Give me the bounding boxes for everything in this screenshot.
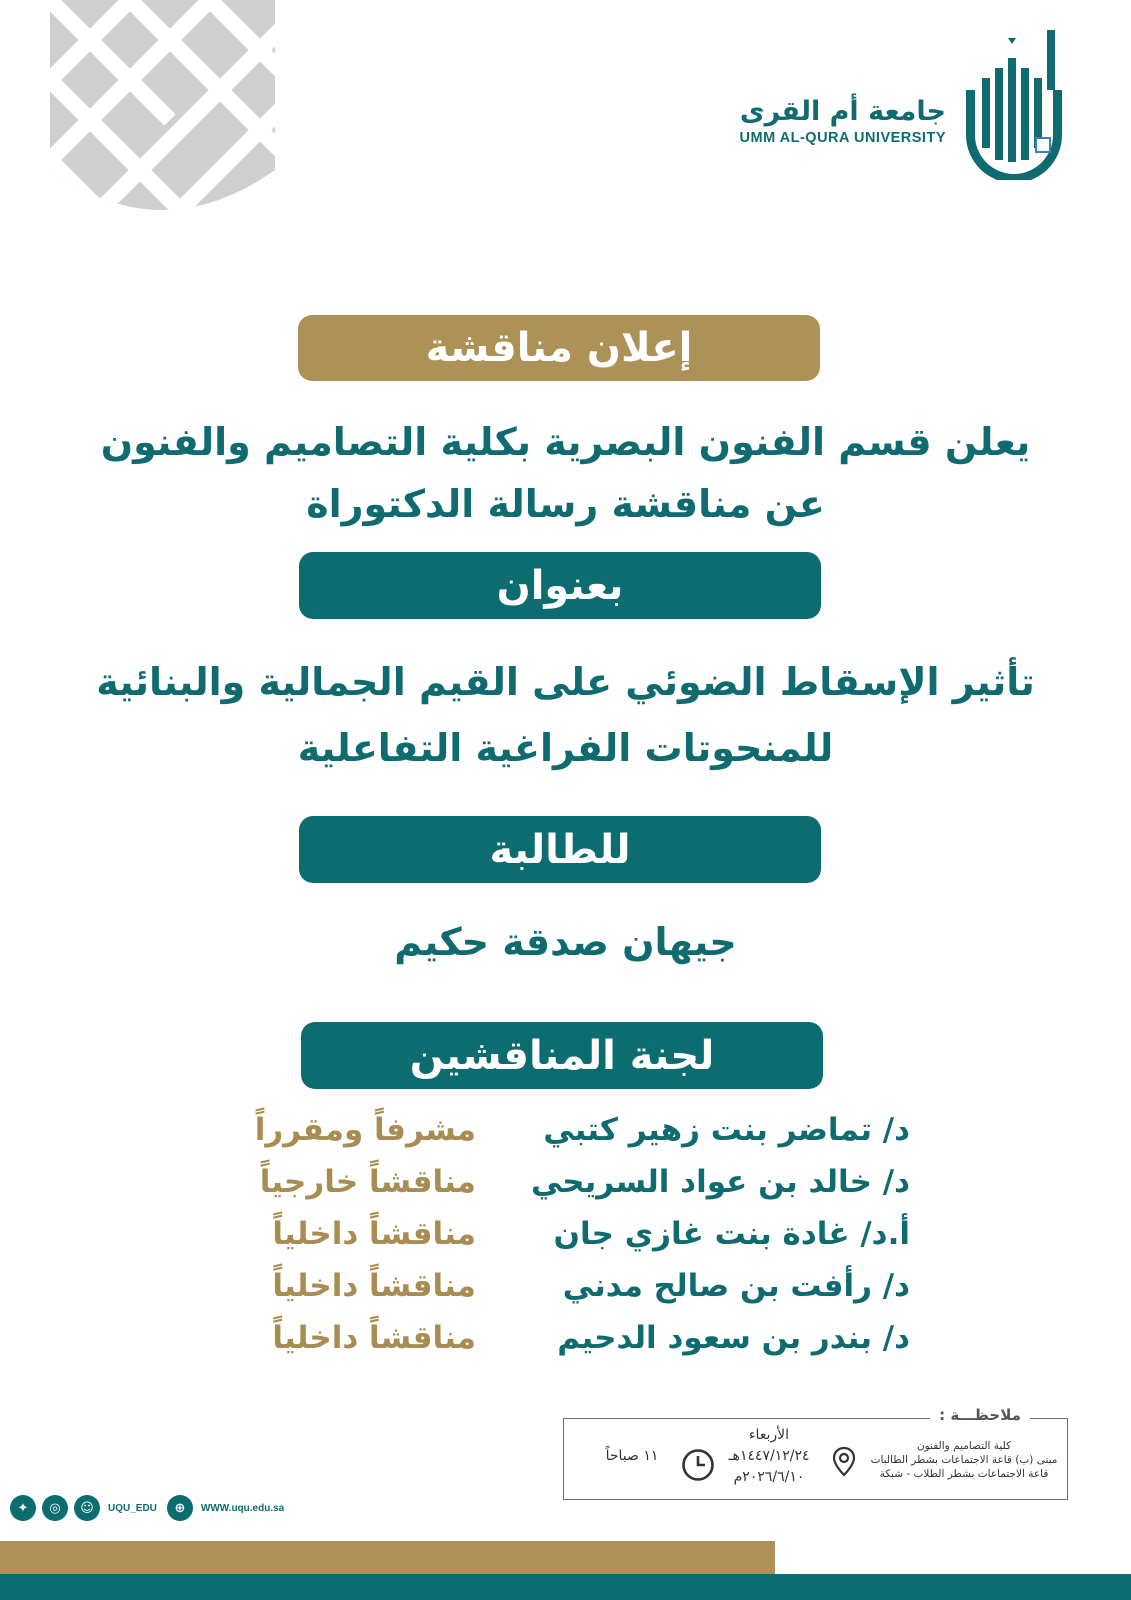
date-hijri: ١٤٤٧/١٢/٢٤هـ [728, 1448, 810, 1464]
intro-line-1: يعلن قسم الفنون البصرية بكلية التصاميم والفنون [100, 420, 1031, 464]
member-name: أ.د/ غادة بنت غازي جان [553, 1216, 910, 1252]
committee-row [200, 1216, 910, 1266]
footer-bar-gold [0, 1541, 775, 1574]
member-role: مناقشاً داخلياً [272, 1216, 476, 1252]
snapchat-icon[interactable]: ☺ [74, 1495, 100, 1521]
twitter-icon[interactable]: ✦ [10, 1495, 36, 1521]
member-name: د/ خالد بن عواد السريحي [530, 1164, 910, 1200]
location-pin-icon [832, 1446, 856, 1478]
member-role: مناقشاً خارجياً [259, 1164, 476, 1200]
member-name: د/ رأفت بن صالح مدني [562, 1268, 910, 1304]
decorative-pattern [50, 0, 275, 230]
title-badge: بعنوان [299, 552, 821, 619]
university-logo-icon [962, 30, 1072, 180]
intro-line-2: عن مناقشة رسالة الدكتوراة [306, 482, 825, 526]
location-line: كلية التصاميم والفنون [916, 1440, 1012, 1452]
note-time: ١١ صباحاً [605, 1448, 659, 1464]
member-name: د/ تماضر بنت زهير كتبي [543, 1112, 910, 1148]
committee-row [200, 1112, 910, 1162]
announcement-badge: إعلان مناقشة [298, 315, 820, 381]
social-links [10, 1494, 288, 1522]
location-line: قاعة الاجتماعات بشطر الطلاب - شبكة [879, 1468, 1049, 1480]
footer-bar-teal [0, 1574, 1131, 1600]
member-role: مشرفاً ومقرراً [254, 1112, 476, 1148]
student-badge: للطالبة [299, 816, 821, 883]
member-role: مناقشاً داخلياً [272, 1320, 476, 1356]
committee-badge: لجنة المناقشين [301, 1022, 823, 1089]
university-name-ar: جامعة أم القرى [739, 96, 946, 127]
thesis-title-line-1: تأثير الإسقاط الضوئي على القيم الجمالية والبنائية [96, 660, 1035, 704]
committee-row [200, 1320, 910, 1370]
location-line: مبنى (ب) قاعة الاجتماعات بشطر الطالبات [870, 1454, 1058, 1466]
note-date [714, 1425, 824, 1488]
thesis-title-line-2: للمنحوتات الفراغية التفاعلية [297, 726, 834, 770]
committee-row [200, 1268, 910, 1318]
committee-row [200, 1164, 910, 1214]
member-role: مناقشاً داخلياً [272, 1268, 476, 1304]
globe-icon[interactable]: ⊕ [167, 1495, 193, 1521]
social-handle[interactable]: UQU_EDU [108, 1502, 157, 1514]
note-label: ملاحظـــة : [930, 1406, 1030, 1424]
instagram-icon[interactable]: ◎ [42, 1495, 68, 1521]
university-name-en: UMM AL-QURA UNIVERSITY [739, 130, 946, 146]
date-gregorian: ٢٠٢٦/٦/١٠م [733, 1469, 805, 1485]
day-label: الأربعاء [748, 1427, 790, 1443]
website-link[interactable]: WWW.uqu.edu.sa [200, 1502, 285, 1514]
note-location [866, 1439, 1062, 1481]
clock-icon [681, 1448, 715, 1482]
student-name: جيهان صدقة حكيم [394, 920, 737, 964]
member-name: د/ بندر بن سعود الدحيم [557, 1320, 910, 1356]
